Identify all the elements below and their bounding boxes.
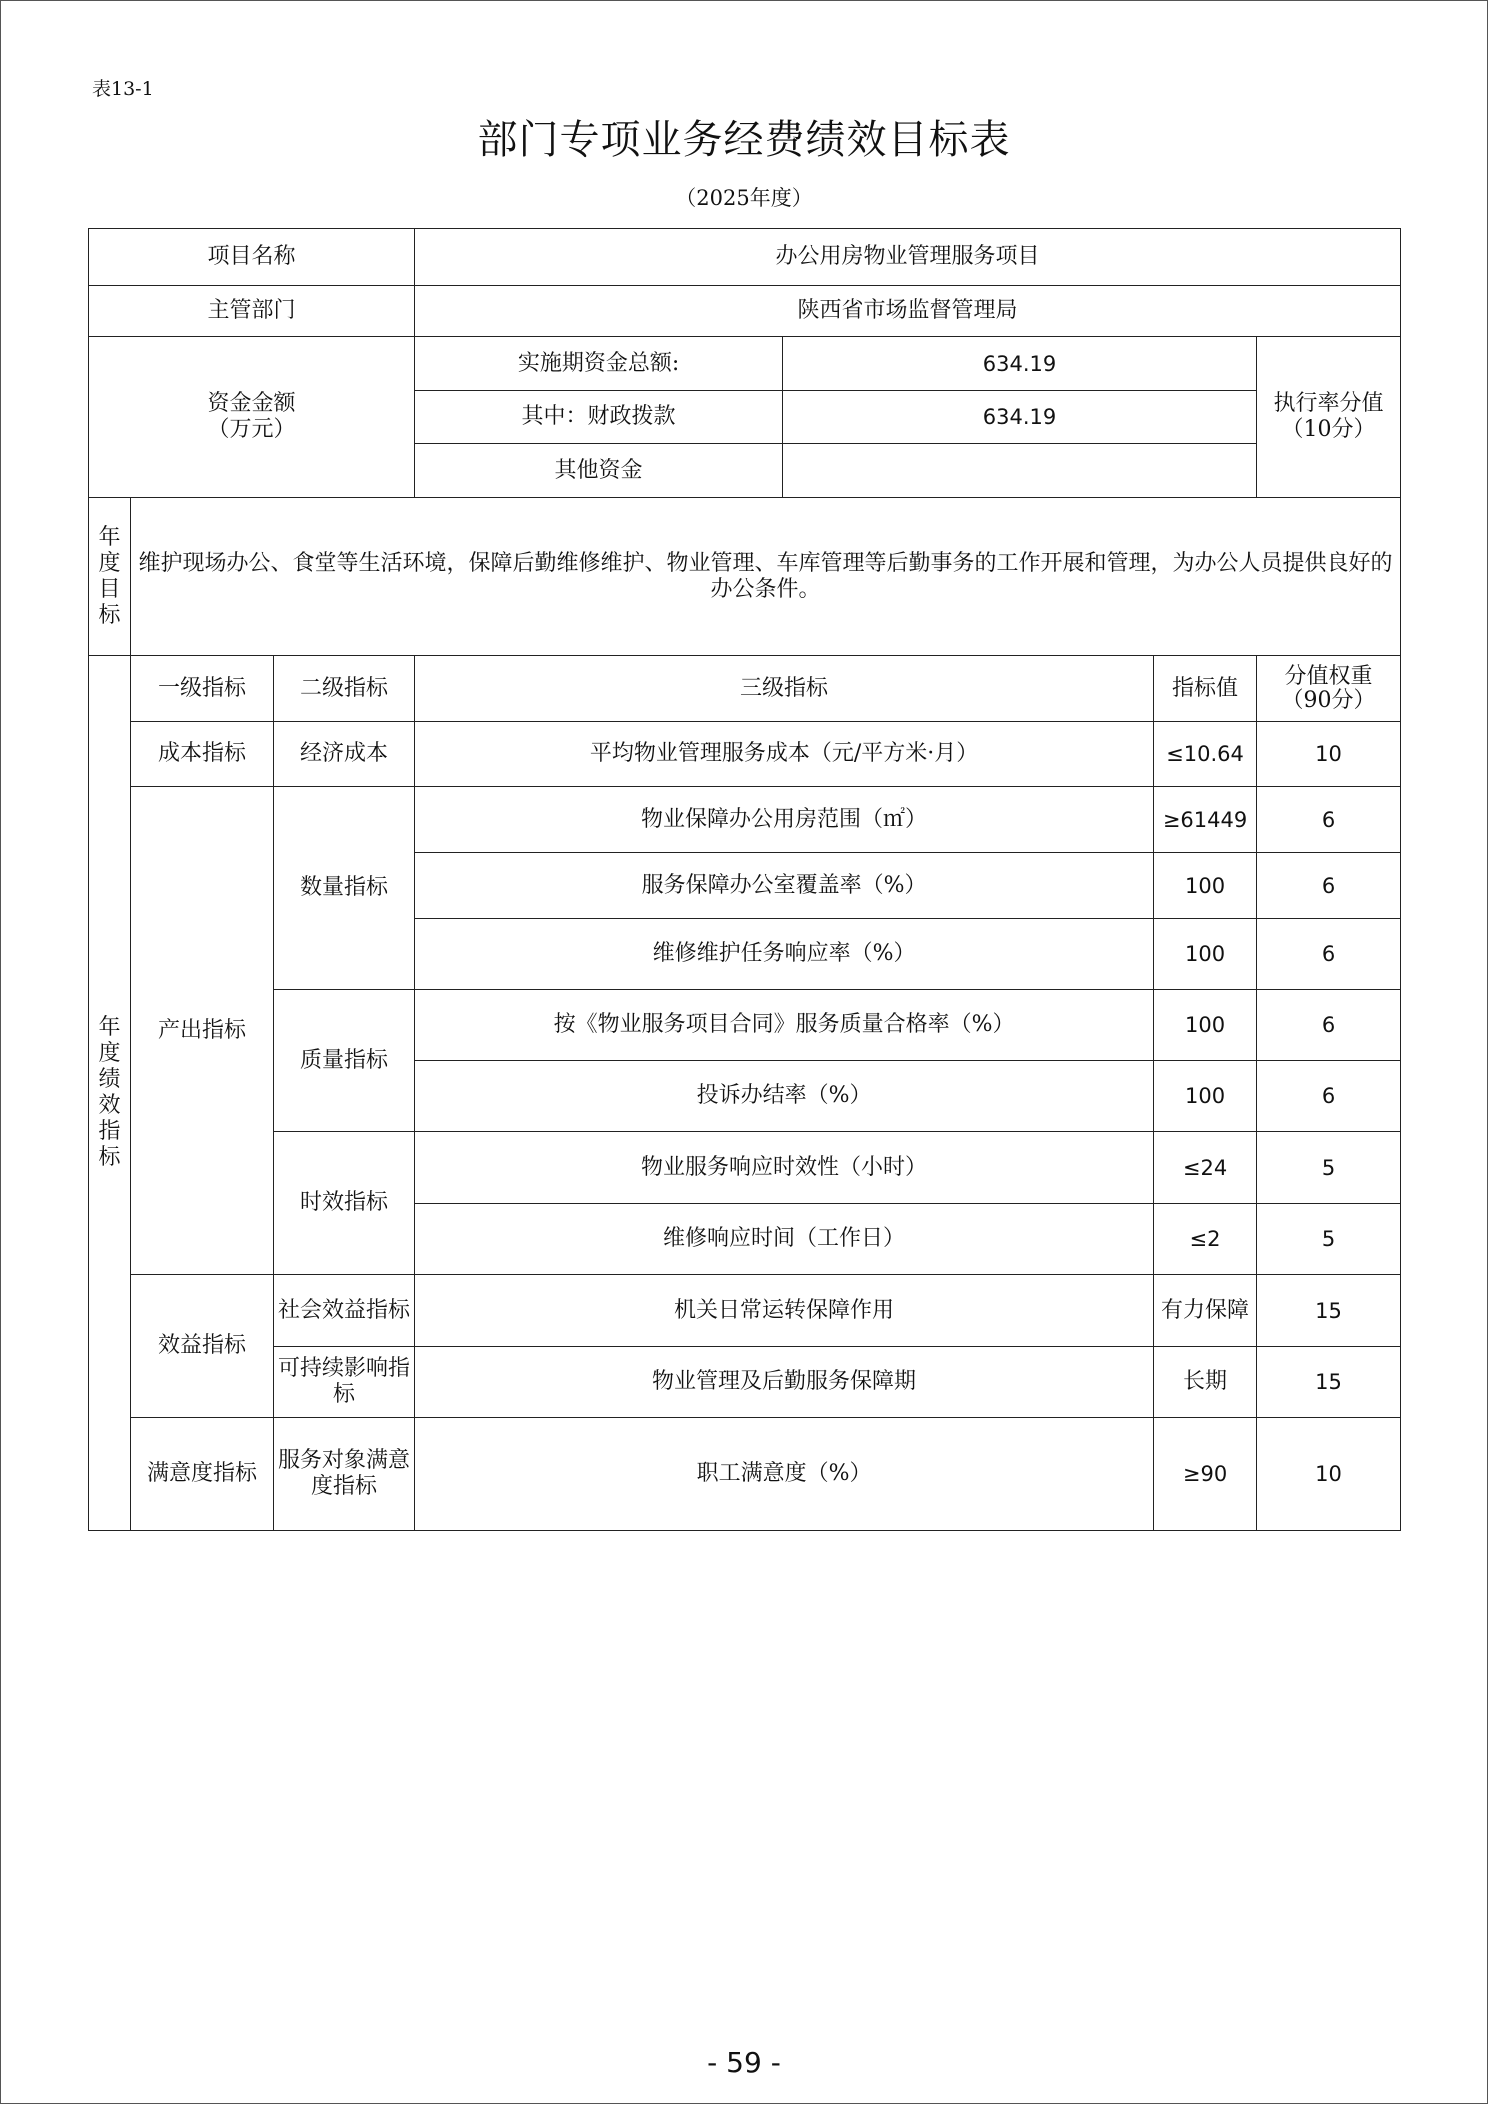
row-annual-goal <box>89 498 1401 656</box>
indicator-name: 投诉办结率（%） <box>415 1061 1154 1132</box>
subgroup-service-target: 服务对象满意度指标 <box>274 1418 415 1531</box>
indicator-weight: 10 <box>1257 1418 1401 1531</box>
year-label: （2025年度） <box>675 186 813 210</box>
table-row <box>89 1275 1401 1347</box>
table-row <box>89 1132 1401 1204</box>
indicator-weight: 6 <box>1257 1061 1401 1132</box>
indicator-name: 机关日常运转保障作用 <box>415 1275 1154 1347</box>
row-funds-total <box>89 337 1401 391</box>
indicator-weight: 6 <box>1257 787 1401 853</box>
table-number: 表13-1 <box>92 78 154 100</box>
indicator-name: 维修维护任务响应率（%） <box>415 919 1154 990</box>
indicator-value: 有力保障 <box>1154 1275 1257 1347</box>
annual-goal-text: 维护现场办公、食堂等生活环境，保障后勤维修维护、物业管理、车库管理等后勤事务的工作开展和管理，为办公人员提供良好的办公条件。 <box>131 498 1401 656</box>
group-benefit: 效益指标 <box>131 1275 274 1418</box>
group-satisfaction: 满意度指标 <box>131 1418 274 1531</box>
department-label: 主管部门 <box>89 286 415 337</box>
row-project-name <box>89 229 1401 286</box>
indicator-value: ≤2 <box>1154 1204 1257 1275</box>
annual-goal-label: 年度目标 <box>89 498 131 656</box>
indicator-value: ≤24 <box>1154 1132 1257 1204</box>
funds-total-label: 实施期资金总额: <box>415 337 783 391</box>
indicator-value: 100 <box>1154 1061 1257 1132</box>
project-name-label: 项目名称 <box>89 229 415 286</box>
funds-other-value <box>783 444 1257 498</box>
header-value: 指标值 <box>1154 656 1257 722</box>
indicator-weight: 15 <box>1257 1347 1401 1418</box>
project-name-value: 办公用房物业管理服务项目 <box>415 229 1401 286</box>
indicator-value: 长期 <box>1154 1347 1257 1418</box>
indicator-value: 100 <box>1154 853 1257 919</box>
subgroup-timeliness: 时效指标 <box>274 1132 415 1275</box>
table-row <box>89 787 1401 853</box>
indicator-weight: 5 <box>1257 1132 1401 1204</box>
subgroup-economic-cost: 经济成本 <box>274 722 415 787</box>
indicator-weight: 5 <box>1257 1204 1401 1275</box>
subgroup-social: 社会效益指标 <box>274 1275 415 1347</box>
indicator-name: 物业管理及后勤服务保障期 <box>415 1347 1154 1418</box>
indicator-weight: 15 <box>1257 1275 1401 1347</box>
indicator-weight: 6 <box>1257 919 1401 990</box>
header-weight: 分值权重 （90分） <box>1257 656 1401 722</box>
indicator-value: 100 <box>1154 990 1257 1061</box>
table-row <box>89 990 1401 1061</box>
funds-other-label: 其他资金 <box>415 444 783 498</box>
indicator-value: 100 <box>1154 919 1257 990</box>
indicator-value: ≥61449 <box>1154 787 1257 853</box>
indicator-name: 维修响应时间（工作日） <box>415 1204 1154 1275</box>
page-number: - 59 - <box>707 2046 781 2079</box>
indicator-name: 按《物业服务项目合同》服务质量合格率（%） <box>415 990 1154 1061</box>
table-row <box>89 722 1401 787</box>
indicator-name: 物业保障办公用房范围（㎡） <box>415 787 1154 853</box>
group-output: 产出指标 <box>131 787 274 1275</box>
execution-score-label: 执行率分值 （10分） <box>1257 337 1401 498</box>
header-level1: 一级指标 <box>131 656 274 722</box>
subgroup-quality: 质量指标 <box>274 990 415 1132</box>
indicator-weight: 10 <box>1257 722 1401 787</box>
funds-label: 资金金额 （万元） <box>89 337 415 498</box>
table-row <box>89 1347 1401 1418</box>
subgroup-sustainable: 可持续影响指标 <box>274 1347 415 1418</box>
row-indicator-headers <box>89 656 1401 722</box>
indicator-name: 职工满意度（%） <box>415 1418 1154 1531</box>
table-row <box>89 1418 1401 1531</box>
group-cost: 成本指标 <box>131 722 274 787</box>
funds-total-value: 634.19 <box>783 337 1257 391</box>
indicator-value: ≤10.64 <box>1154 722 1257 787</box>
department-value: 陕西省市场监督管理局 <box>415 286 1401 337</box>
indicator-name: 平均物业管理服务成本（元/平方米·月） <box>415 722 1154 787</box>
page-title: 部门专项业务经费绩效目标表 <box>477 117 1011 163</box>
indicator-name: 服务保障办公室覆盖率（%） <box>415 853 1154 919</box>
funds-fiscal-value: 634.19 <box>783 391 1257 444</box>
row-department <box>89 286 1401 337</box>
indicator-weight: 6 <box>1257 990 1401 1061</box>
header-level2: 二级指标 <box>274 656 415 722</box>
indicators-section-label: 年度绩效指标 <box>89 656 131 1531</box>
subgroup-quantity: 数量指标 <box>274 787 415 990</box>
indicator-name: 物业服务响应时效性（小时） <box>415 1132 1154 1204</box>
indicator-value: ≥90 <box>1154 1418 1257 1531</box>
header-level3: 三级指标 <box>415 656 1154 722</box>
performance-target-table <box>88 228 1401 1531</box>
funds-fiscal-label: 其中：财政拨款 <box>415 391 783 444</box>
indicator-weight: 6 <box>1257 853 1401 919</box>
